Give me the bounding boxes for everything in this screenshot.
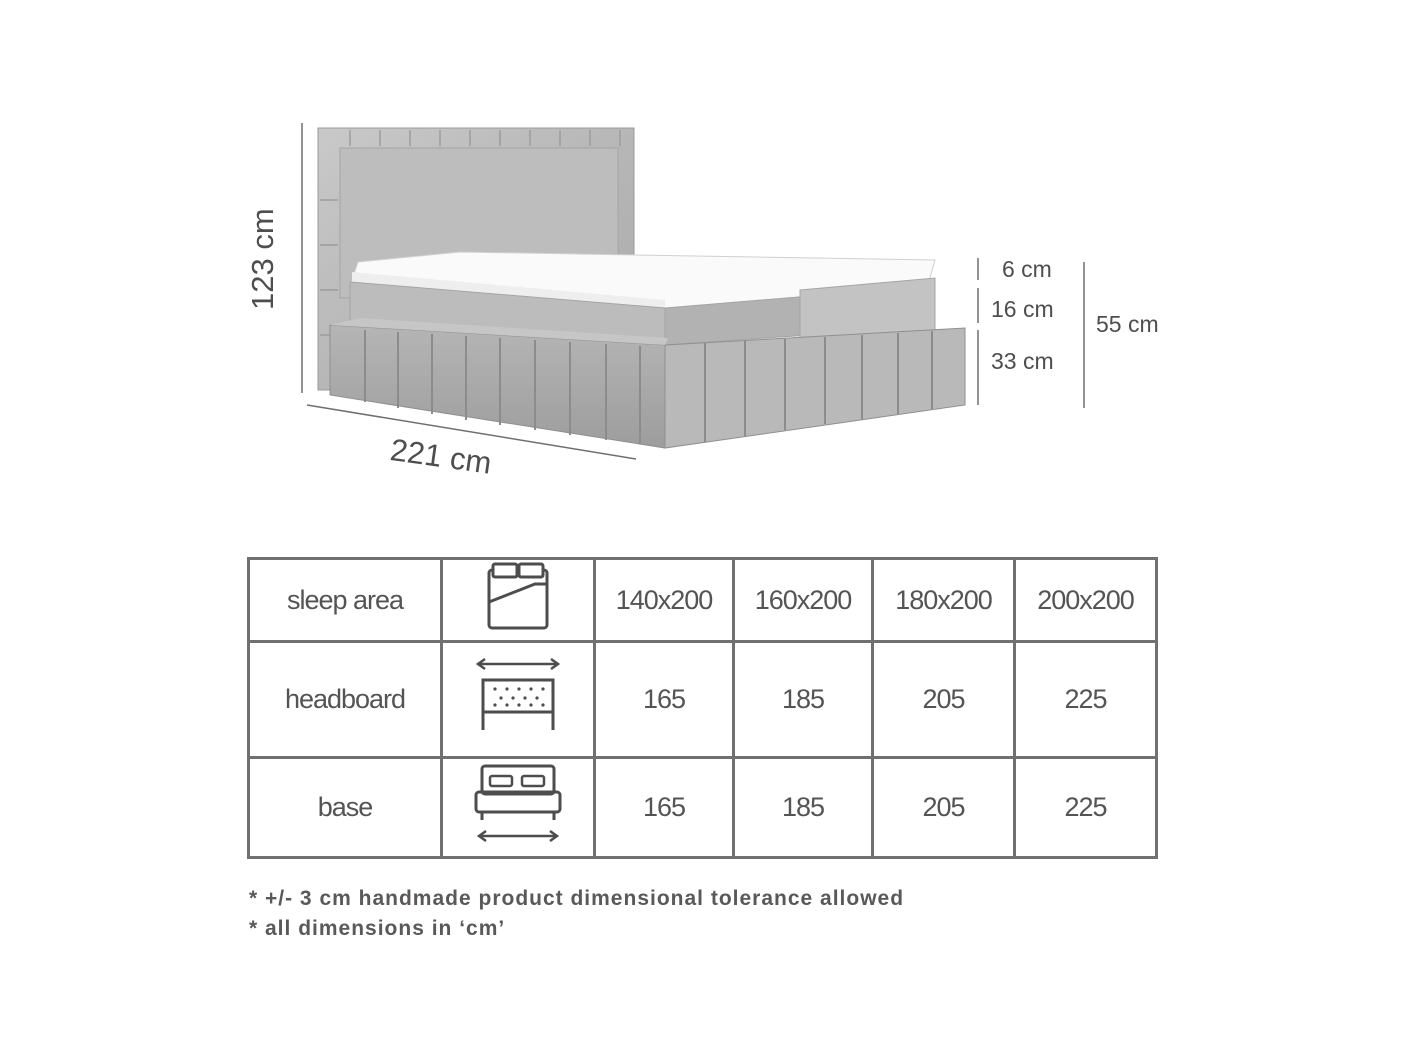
table-cell: 225 [1015, 642, 1157, 758]
table-cell: 200x200 [1015, 559, 1157, 642]
table-cell: 160x200 [734, 559, 873, 642]
table-cell: 140x200 [595, 559, 734, 642]
table-cell: 225 [1015, 758, 1157, 858]
row-label: base [249, 758, 442, 858]
size-table [247, 557, 1158, 859]
table-row [249, 559, 1157, 642]
bed-base [330, 318, 965, 448]
table-cell: 205 [873, 758, 1015, 858]
bed-width-icon [442, 758, 595, 858]
bed-illustration [0, 0, 1418, 520]
topper-height-label: 6 cm [1002, 256, 1052, 282]
total-length-label: 221 cm [388, 432, 494, 481]
mattress-height-label: 16 cm [991, 296, 1054, 322]
tolerance-note: * +/- 3 cm handmade product dimensional tolerance allowed [249, 887, 905, 910]
total-height-label: 55 cm [1096, 311, 1159, 337]
table-row [249, 642, 1157, 758]
row-label: sleep area [249, 559, 442, 642]
table-cell: 165 [595, 758, 734, 858]
table-cell: 180x200 [873, 559, 1015, 642]
table-cell: 185 [734, 758, 873, 858]
sheet-icon [442, 559, 595, 642]
units-note: * all dimensions in ‘cm’ [249, 917, 506, 940]
headboard-width-icon [442, 642, 595, 758]
headboard-height-label: 123 cm [245, 208, 280, 310]
table-cell: 165 [595, 642, 734, 758]
base-height-label: 33 cm [991, 348, 1054, 374]
table-cell: 185 [734, 642, 873, 758]
row-label: headboard [249, 642, 442, 758]
table-row [249, 758, 1157, 858]
table-cell: 205 [873, 642, 1015, 758]
